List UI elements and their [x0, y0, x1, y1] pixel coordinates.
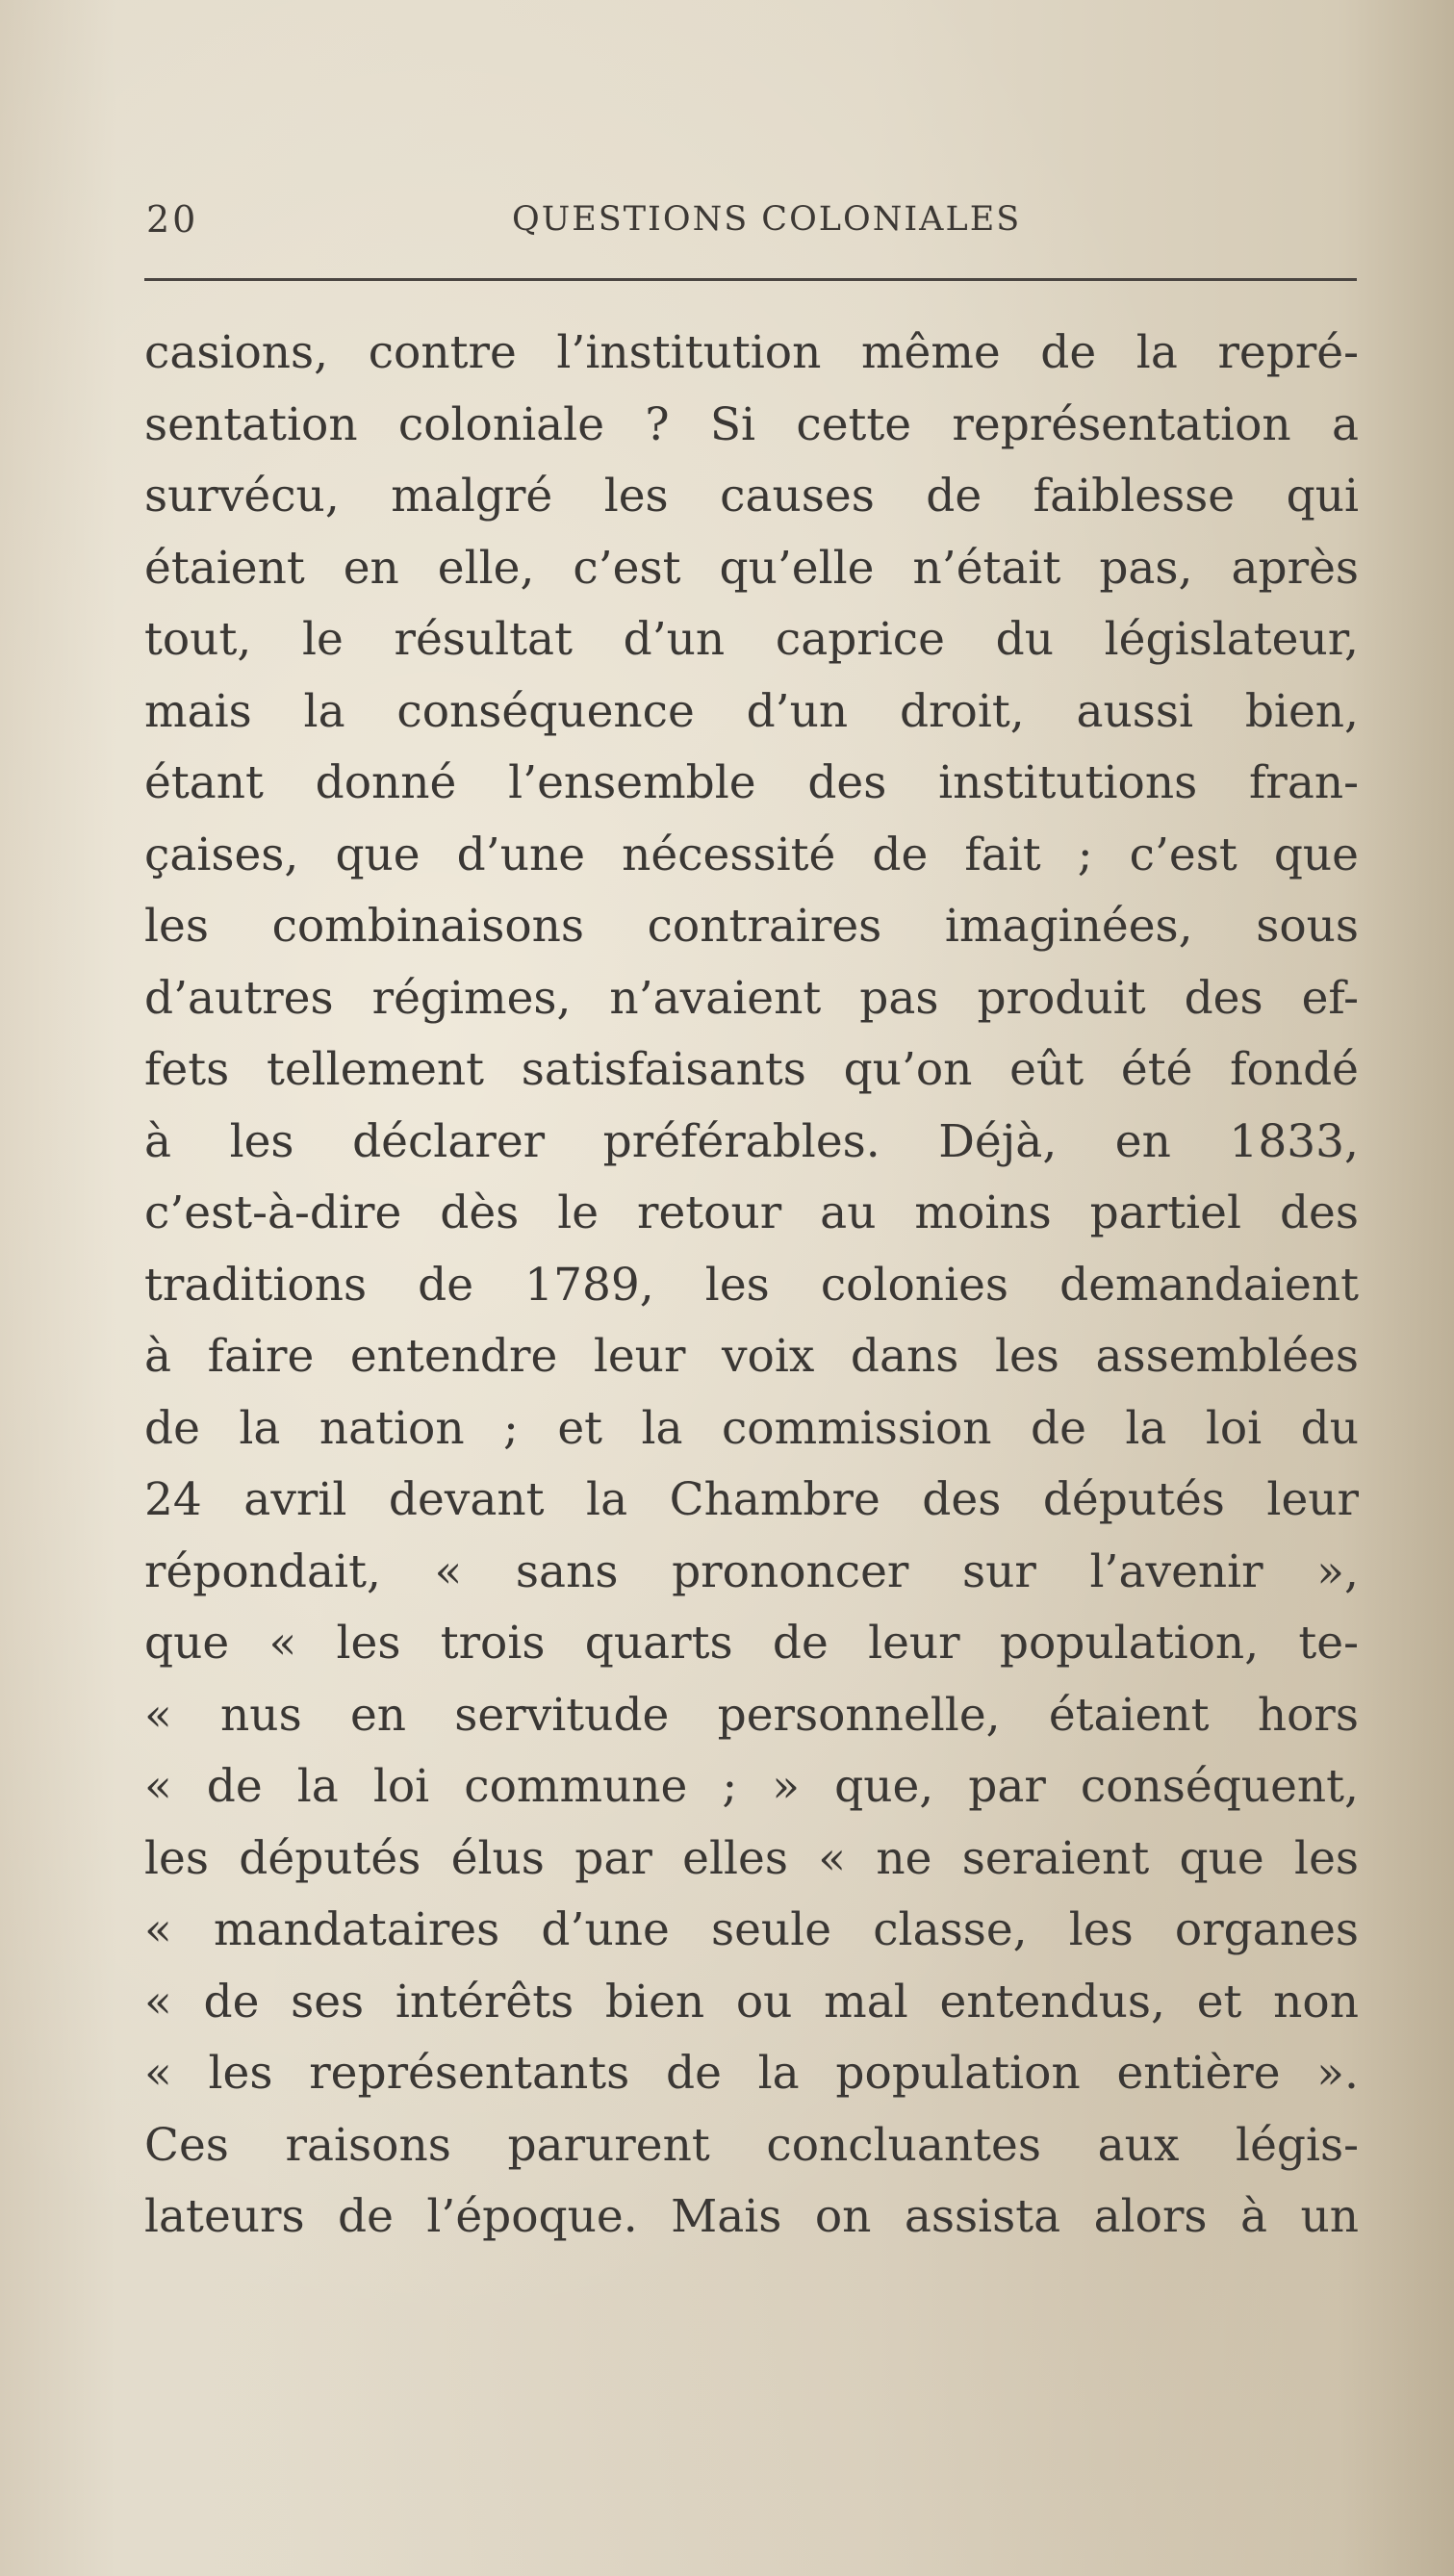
text-line: « de la loi commune ; » que, par conséquent,	[144, 1760, 1359, 1813]
text-line: mais la conséquence d’un droit, aussi bien,	[144, 684, 1359, 738]
text-line: Ces raisons parurent concluantes aux légis-	[144, 2118, 1359, 2172]
text-line: sentation coloniale ? Si cette représentation a	[144, 397, 1359, 451]
text-line: répondait, « sans prononcer sur l’avenir »,	[144, 1544, 1359, 1598]
text-line: « nus en servitude personnelle, étaient hors	[144, 1688, 1359, 1742]
running-title: QUESTIONS COLONIALES	[512, 200, 1022, 239]
text-line: c’est-à-dire dès le retour au moins partiel des	[144, 1186, 1359, 1239]
text-line: à les déclarer préférables. Déjà, en 1833,	[144, 1114, 1359, 1168]
text-line: fets tellement satisfaisants qu’on eût été fondé	[144, 1043, 1359, 1096]
text-line: à faire entendre leur voix dans les assemblées	[144, 1330, 1359, 1383]
header-rule	[144, 278, 1357, 281]
page-number: 20	[146, 198, 199, 241]
text-line: traditions de 1789, les colonies demandaient	[144, 1258, 1359, 1312]
page-header	[146, 189, 1357, 250]
text-line: de la nation ; et la commission de la loi du	[144, 1401, 1359, 1455]
text-line: casions, contre l’institution même de la repré-	[144, 326, 1359, 379]
text-line: tout, le résultat d’un caprice du législateur,	[144, 613, 1359, 666]
text-line: 24 avril devant la Chambre des députés leur	[144, 1473, 1359, 1526]
text-line: étaient en elle, c’est qu’elle n’était pas, après	[144, 541, 1359, 595]
text-line: survécu, malgré les causes de faiblesse qui	[144, 470, 1359, 523]
text-line: étant donné l’ensemble des institutions fran-	[144, 756, 1359, 809]
text-line: que « les trois quarts de leur population, te-	[144, 1617, 1359, 1670]
text-line: çaises, que d’une nécessité de fait ; c’est que	[144, 828, 1359, 881]
body-text	[144, 318, 1359, 2254]
text-line: lateurs de l’époque. Mais on assista alors à un	[144, 2190, 1359, 2243]
text-line: les combinaisons contraires imaginées, sous	[144, 900, 1359, 953]
text-line: les députés élus par elles « ne seraient que les	[144, 1831, 1359, 1885]
text-line: d’autres régimes, n’avaient pas produit des ef-	[144, 971, 1359, 1025]
text-line: « les représentants de la population entière ».	[144, 2047, 1359, 2100]
text-line: « mandataires d’une seule classe, les organes	[144, 1903, 1359, 1956]
text-line: « de ses intérêts bien ou mal entendus, et non	[144, 1975, 1359, 2028]
